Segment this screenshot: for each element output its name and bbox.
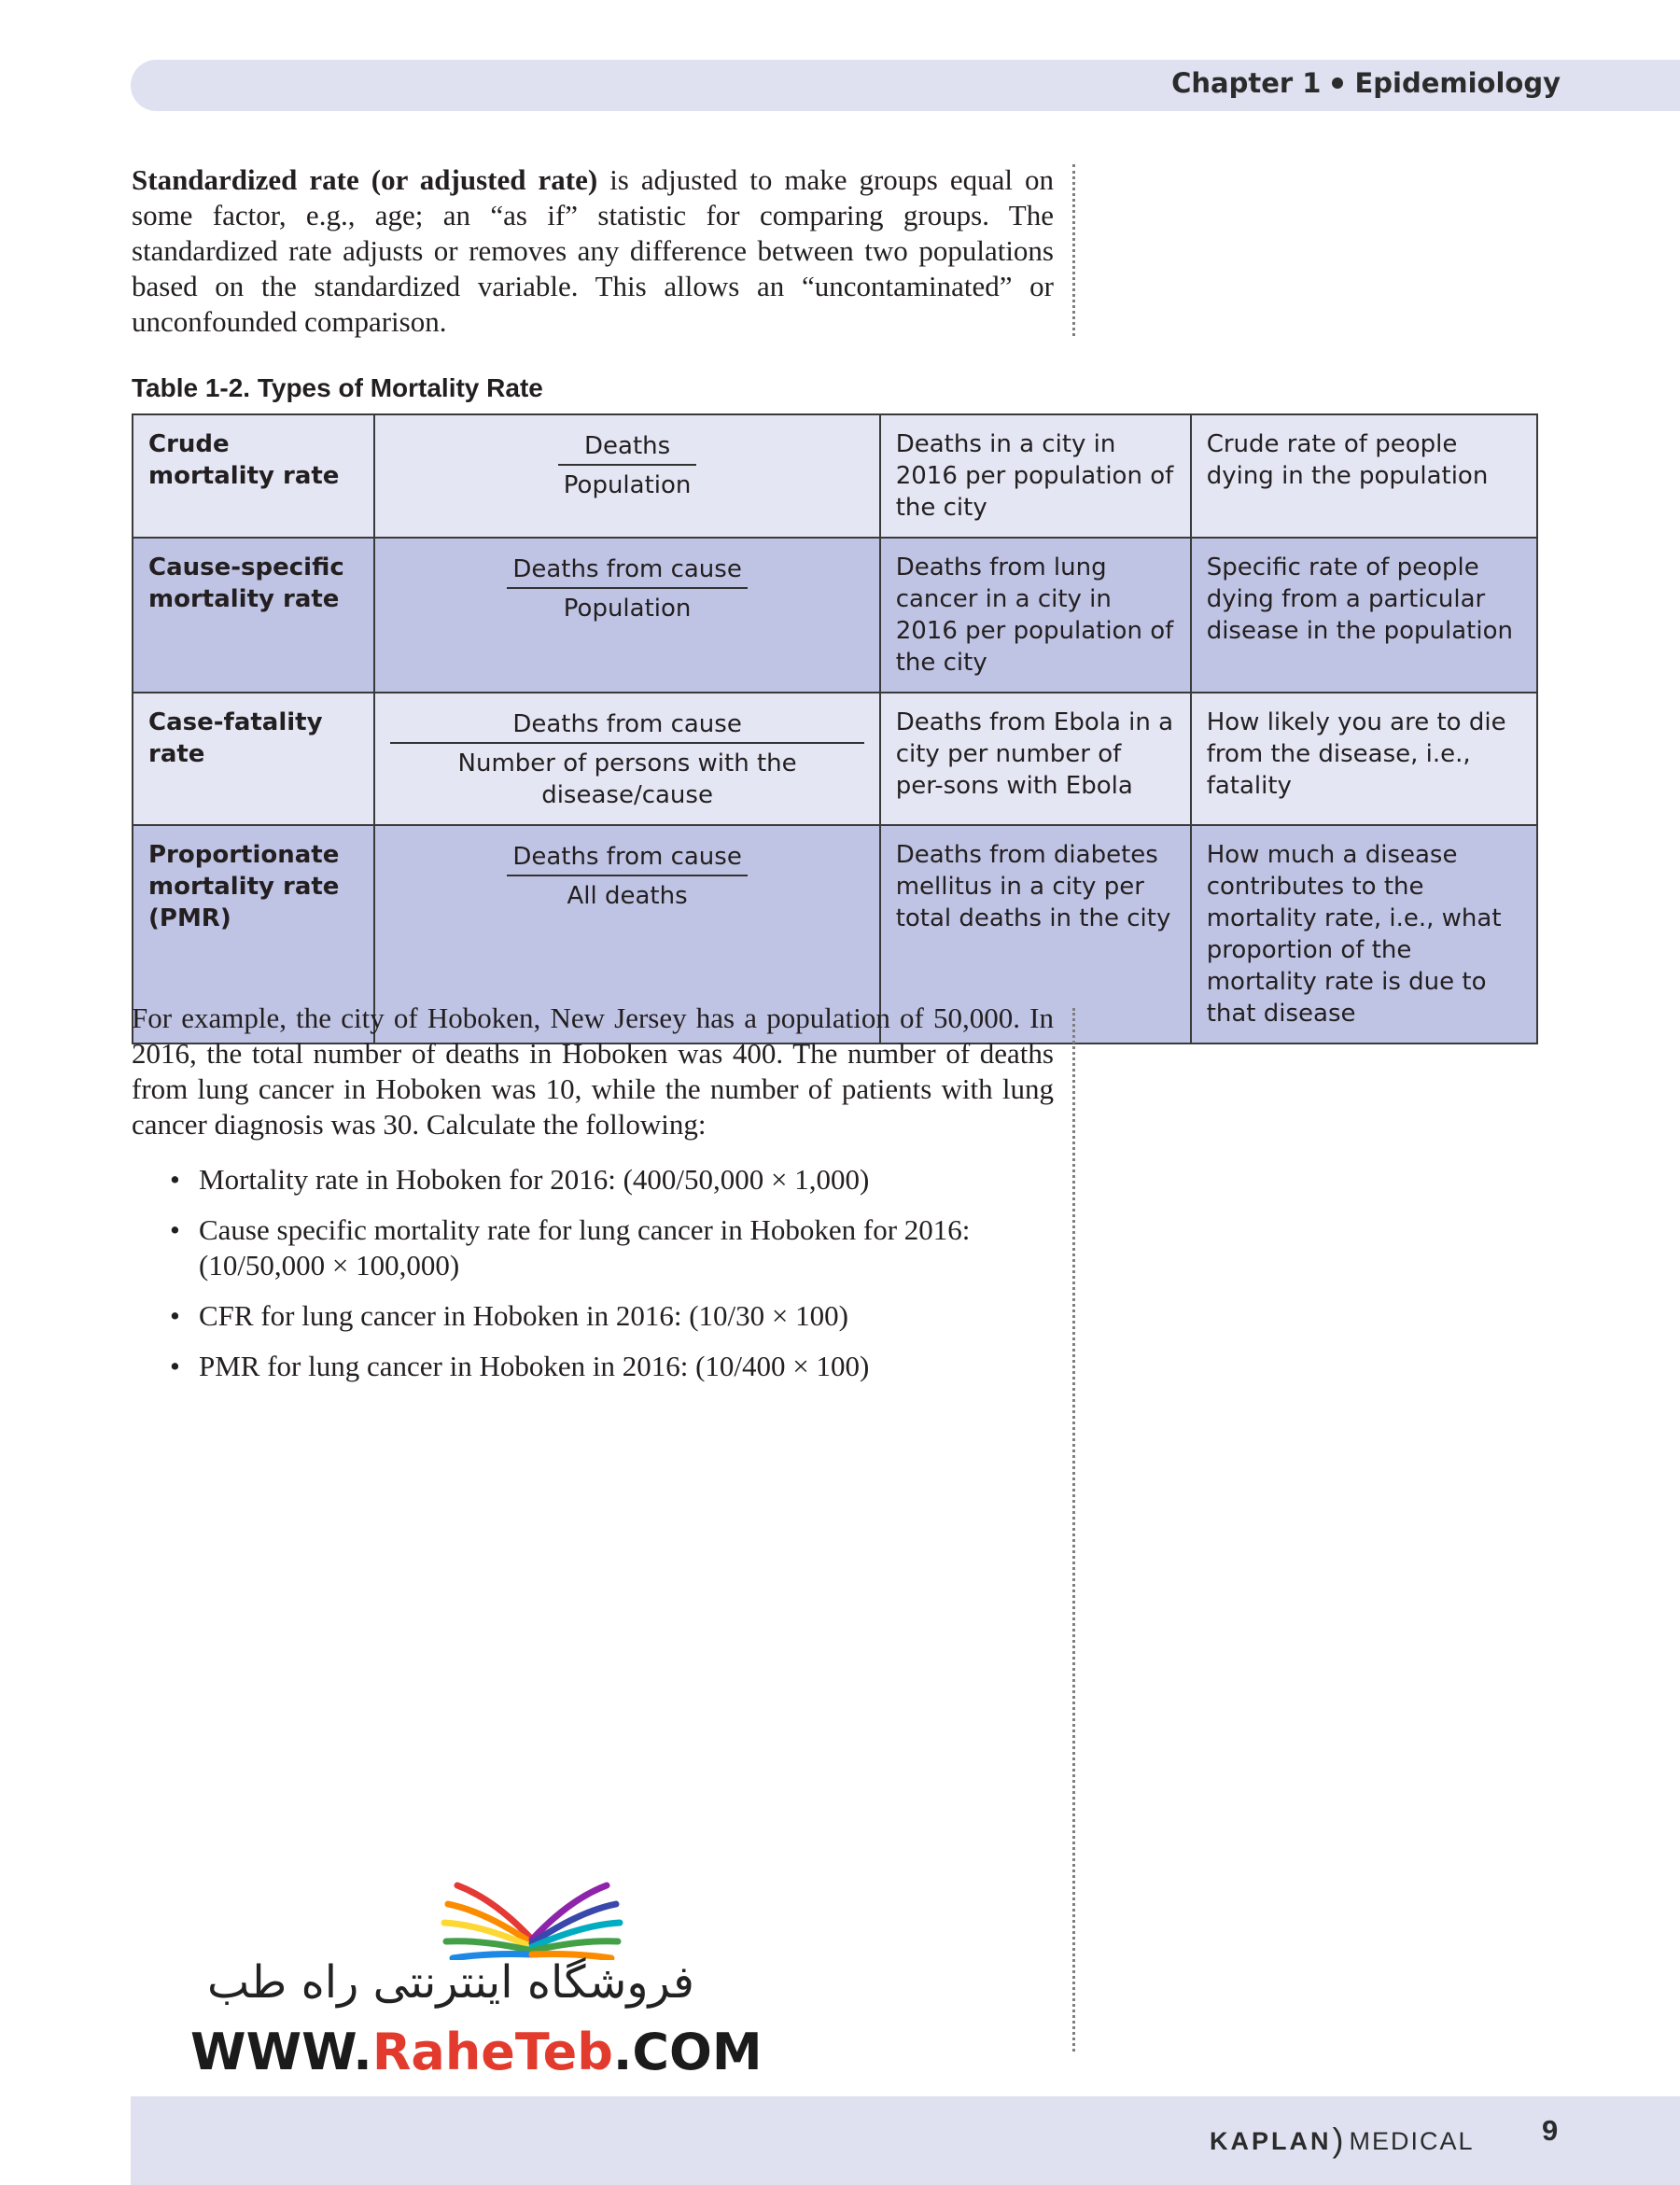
list-item bbox=[170, 1298, 1029, 1334]
calculation-text: PMR for lung cancer in Hoboken in 2016: (10/400 × 100) bbox=[199, 1350, 870, 1382]
rate-name: Cause-specific mortality rate bbox=[133, 538, 374, 693]
url-prefix: WWW. bbox=[190, 2023, 372, 2081]
numerator: Deaths from cause bbox=[390, 708, 863, 744]
logo-swoosh-icon: ) bbox=[1332, 2121, 1344, 2159]
rate-description: How likely you are to die from the disease, i.e., fatality bbox=[1191, 693, 1537, 825]
rate-description: How much a disease contributes to the mortality rate, i.e., what proportion of the mortality rate is due to that disease bbox=[1191, 825, 1537, 1043]
rate-example: Deaths from lung cancer in a city in 2016 per population of the city bbox=[880, 538, 1191, 693]
standardized-rate-term: Standardized rate (or adjusted rate) bbox=[132, 163, 598, 196]
bullet-icon: • bbox=[170, 1299, 180, 1332]
table-row bbox=[133, 414, 1537, 538]
watermark-persian-text: فروشگاه اینترنتی راه طب bbox=[207, 1956, 694, 2009]
bullet-dot-icon bbox=[1332, 77, 1343, 89]
denominator: Population bbox=[563, 471, 692, 499]
standardized-rate-paragraph bbox=[132, 162, 1054, 340]
bullet-icon: • bbox=[170, 1163, 180, 1196]
publisher-name: KAPLAN bbox=[1210, 2127, 1332, 2155]
list-item bbox=[170, 1162, 1029, 1198]
rate-description: Crude rate of people dying in the population bbox=[1191, 414, 1537, 538]
running-header bbox=[1171, 67, 1561, 99]
calculation-list bbox=[170, 1162, 1029, 1399]
table-row bbox=[133, 693, 1537, 825]
rate-example: Deaths from diabetes mellitus in a city per total deaths in the city bbox=[880, 825, 1191, 1043]
list-item bbox=[170, 1349, 1029, 1384]
rate-formula bbox=[374, 693, 879, 825]
margin-rule bbox=[1072, 1008, 1075, 2052]
chapter-title: Epidemiology bbox=[1354, 67, 1561, 99]
mortality-rate-table bbox=[132, 413, 1538, 1044]
numerator: Deaths bbox=[558, 430, 697, 466]
list-item bbox=[170, 1212, 1029, 1283]
table-caption: Table 1-2. Types of Mortality Rate bbox=[132, 373, 543, 402]
numerator: Deaths from cause bbox=[507, 841, 747, 876]
denominator: Population bbox=[563, 595, 692, 623]
calculation-text: Mortality rate in Hoboken for 2016: (400/50,000 × 1,000) bbox=[199, 1163, 870, 1196]
fraction bbox=[507, 553, 747, 624]
rate-name: Case-fatality rate bbox=[133, 693, 374, 825]
rate-formula bbox=[374, 538, 879, 693]
page-number: 9 bbox=[1542, 2114, 1559, 2147]
watermark-url bbox=[190, 2023, 763, 2081]
rate-example: Deaths from Ebola in a city per number of per-sons with Ebola bbox=[880, 693, 1191, 825]
table-row bbox=[133, 538, 1537, 693]
chapter-label: Chapter 1 bbox=[1171, 67, 1322, 99]
rate-name: Proportionate mortality rate (PMR) bbox=[133, 825, 374, 1043]
publisher-division: MEDICAL bbox=[1349, 2127, 1475, 2155]
hoboken-example-paragraph: For example, the city of Hoboken, New Jersey has a population of 50,000. In 2016, the total number of deaths in Hoboken was 400. The number of deaths from lung cancer in Hoboken was 10, while the number of patients with lung cancer diagnosis was 30. Calculate the following: bbox=[132, 1001, 1054, 1141]
publisher-logo bbox=[1210, 2119, 1475, 2158]
numerator: Deaths from cause bbox=[507, 553, 747, 589]
fraction bbox=[390, 708, 863, 811]
standardized-rate-text: is adjusted to make groups equal on some factor, e.g., age; an “as if” statistic for comparing groups. The standardized rate adjusts or removes any difference between two populations based on the standardized variable. This allows an “uncontaminated” or unconfounded comparison. bbox=[132, 163, 1055, 338]
denominator: All deaths bbox=[567, 882, 688, 910]
url-brand: RaheTeb bbox=[371, 2023, 613, 2081]
bullet-icon: • bbox=[170, 1213, 180, 1246]
rate-name: Crude mortality rate bbox=[133, 414, 374, 538]
rate-description: Specific rate of people dying from a particular disease in the population bbox=[1191, 538, 1537, 693]
fraction bbox=[558, 430, 697, 501]
rate-example: Deaths in a city in 2016 per population of the city bbox=[880, 414, 1191, 538]
margin-rule bbox=[1072, 164, 1075, 336]
url-suffix: .COM bbox=[612, 2023, 763, 2081]
open-book-icon bbox=[187, 1867, 719, 1960]
fraction bbox=[507, 841, 747, 912]
denominator: Number of persons with the disease/cause bbox=[457, 749, 797, 809]
bullet-icon: • bbox=[170, 1350, 180, 1382]
calculation-text: CFR for lung cancer in Hoboken in 2016: (10/30 × 100) bbox=[199, 1299, 848, 1332]
rate-formula bbox=[374, 414, 879, 538]
calculation-text: Cause specific mortality rate for lung cancer in Hoboken for 2016: (10/50,000 × 100,000) bbox=[199, 1213, 971, 1282]
